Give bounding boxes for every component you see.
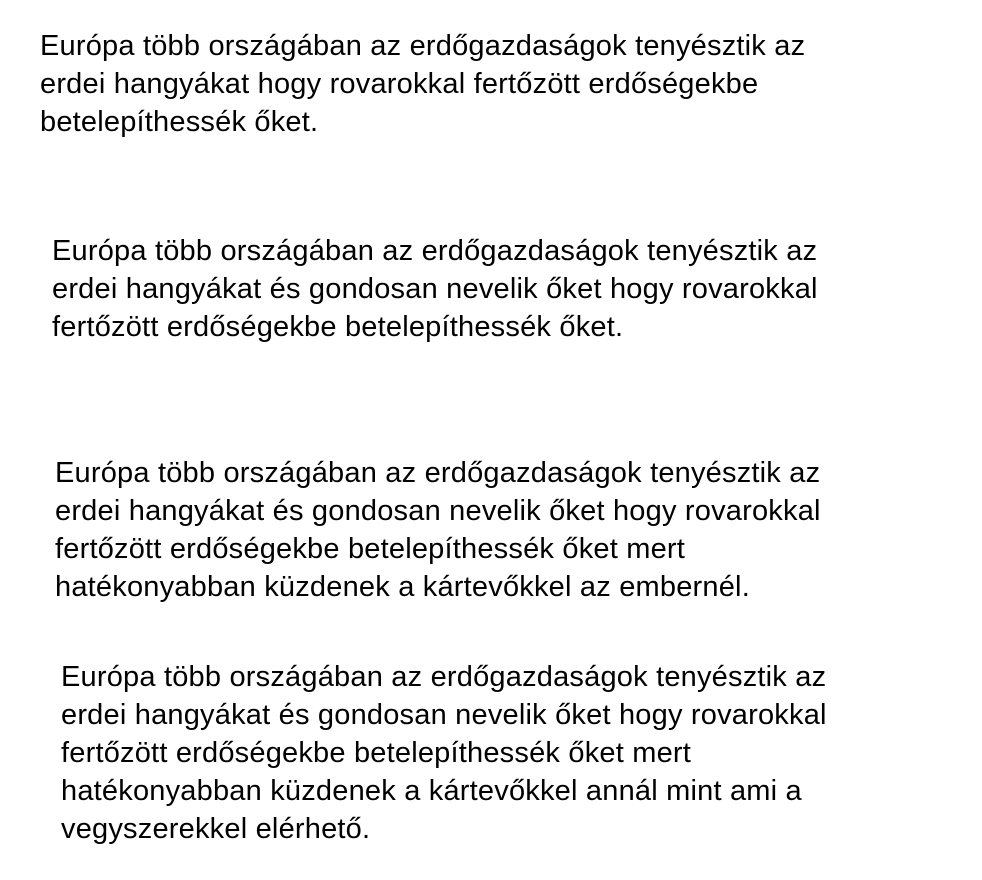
paragraph-1 — [40, 27, 805, 141]
paragraph-4 — [61, 658, 827, 848]
paragraph-4-line-3: fertőzött erdőségekbe betelepíthessék őket mert — [61, 737, 692, 769]
paragraph-2-line-3: fertőzött erdőségekbe betelepíthessék őket. — [52, 311, 624, 343]
paragraph-3-line-3: fertőzött erdőségekbe betelepíthessék őket mert — [55, 533, 686, 565]
paragraph-2-line-1: Európa több országában az erdőgazdaságok tenyésztik az — [52, 235, 818, 267]
paragraph-2 — [52, 232, 818, 346]
paragraph-1-line-3: betelepíthessék őket. — [40, 106, 319, 138]
paragraph-4-line-2: erdei hangyákat és gondosan nevelik őket hogy rovarokkal — [61, 699, 827, 731]
paragraph-3-line-1: Európa több országában az erdőgazdaságok tenyésztik az — [55, 457, 821, 489]
paragraph-4-line-1: Európa több országában az erdőgazdaságok tenyésztik az — [61, 661, 827, 693]
paragraph-1-line-1: Európa több országában az erdőgazdaságok tenyésztik az — [40, 30, 806, 62]
paragraph-4-line-5: vegyszerekkel elérhető. — [61, 813, 371, 845]
paragraph-1-line-2: erdei hangyákat hogy rovarokkal fertőzött erdőségekbe — [40, 68, 759, 100]
paragraph-3 — [55, 454, 821, 606]
paragraph-2-line-2: erdei hangyákat és gondosan nevelik őket hogy rovarokkal — [52, 273, 818, 305]
paragraph-4-line-4: hatékonyabban küzdenek a kártevőkkel annál mint ami a — [61, 775, 802, 807]
paragraph-3-line-2: erdei hangyákat és gondosan nevelik őket hogy rovarokkal — [55, 495, 821, 527]
paragraph-3-line-4: hatékonyabban küzdenek a kártevőkkel az embernél. — [55, 571, 750, 603]
